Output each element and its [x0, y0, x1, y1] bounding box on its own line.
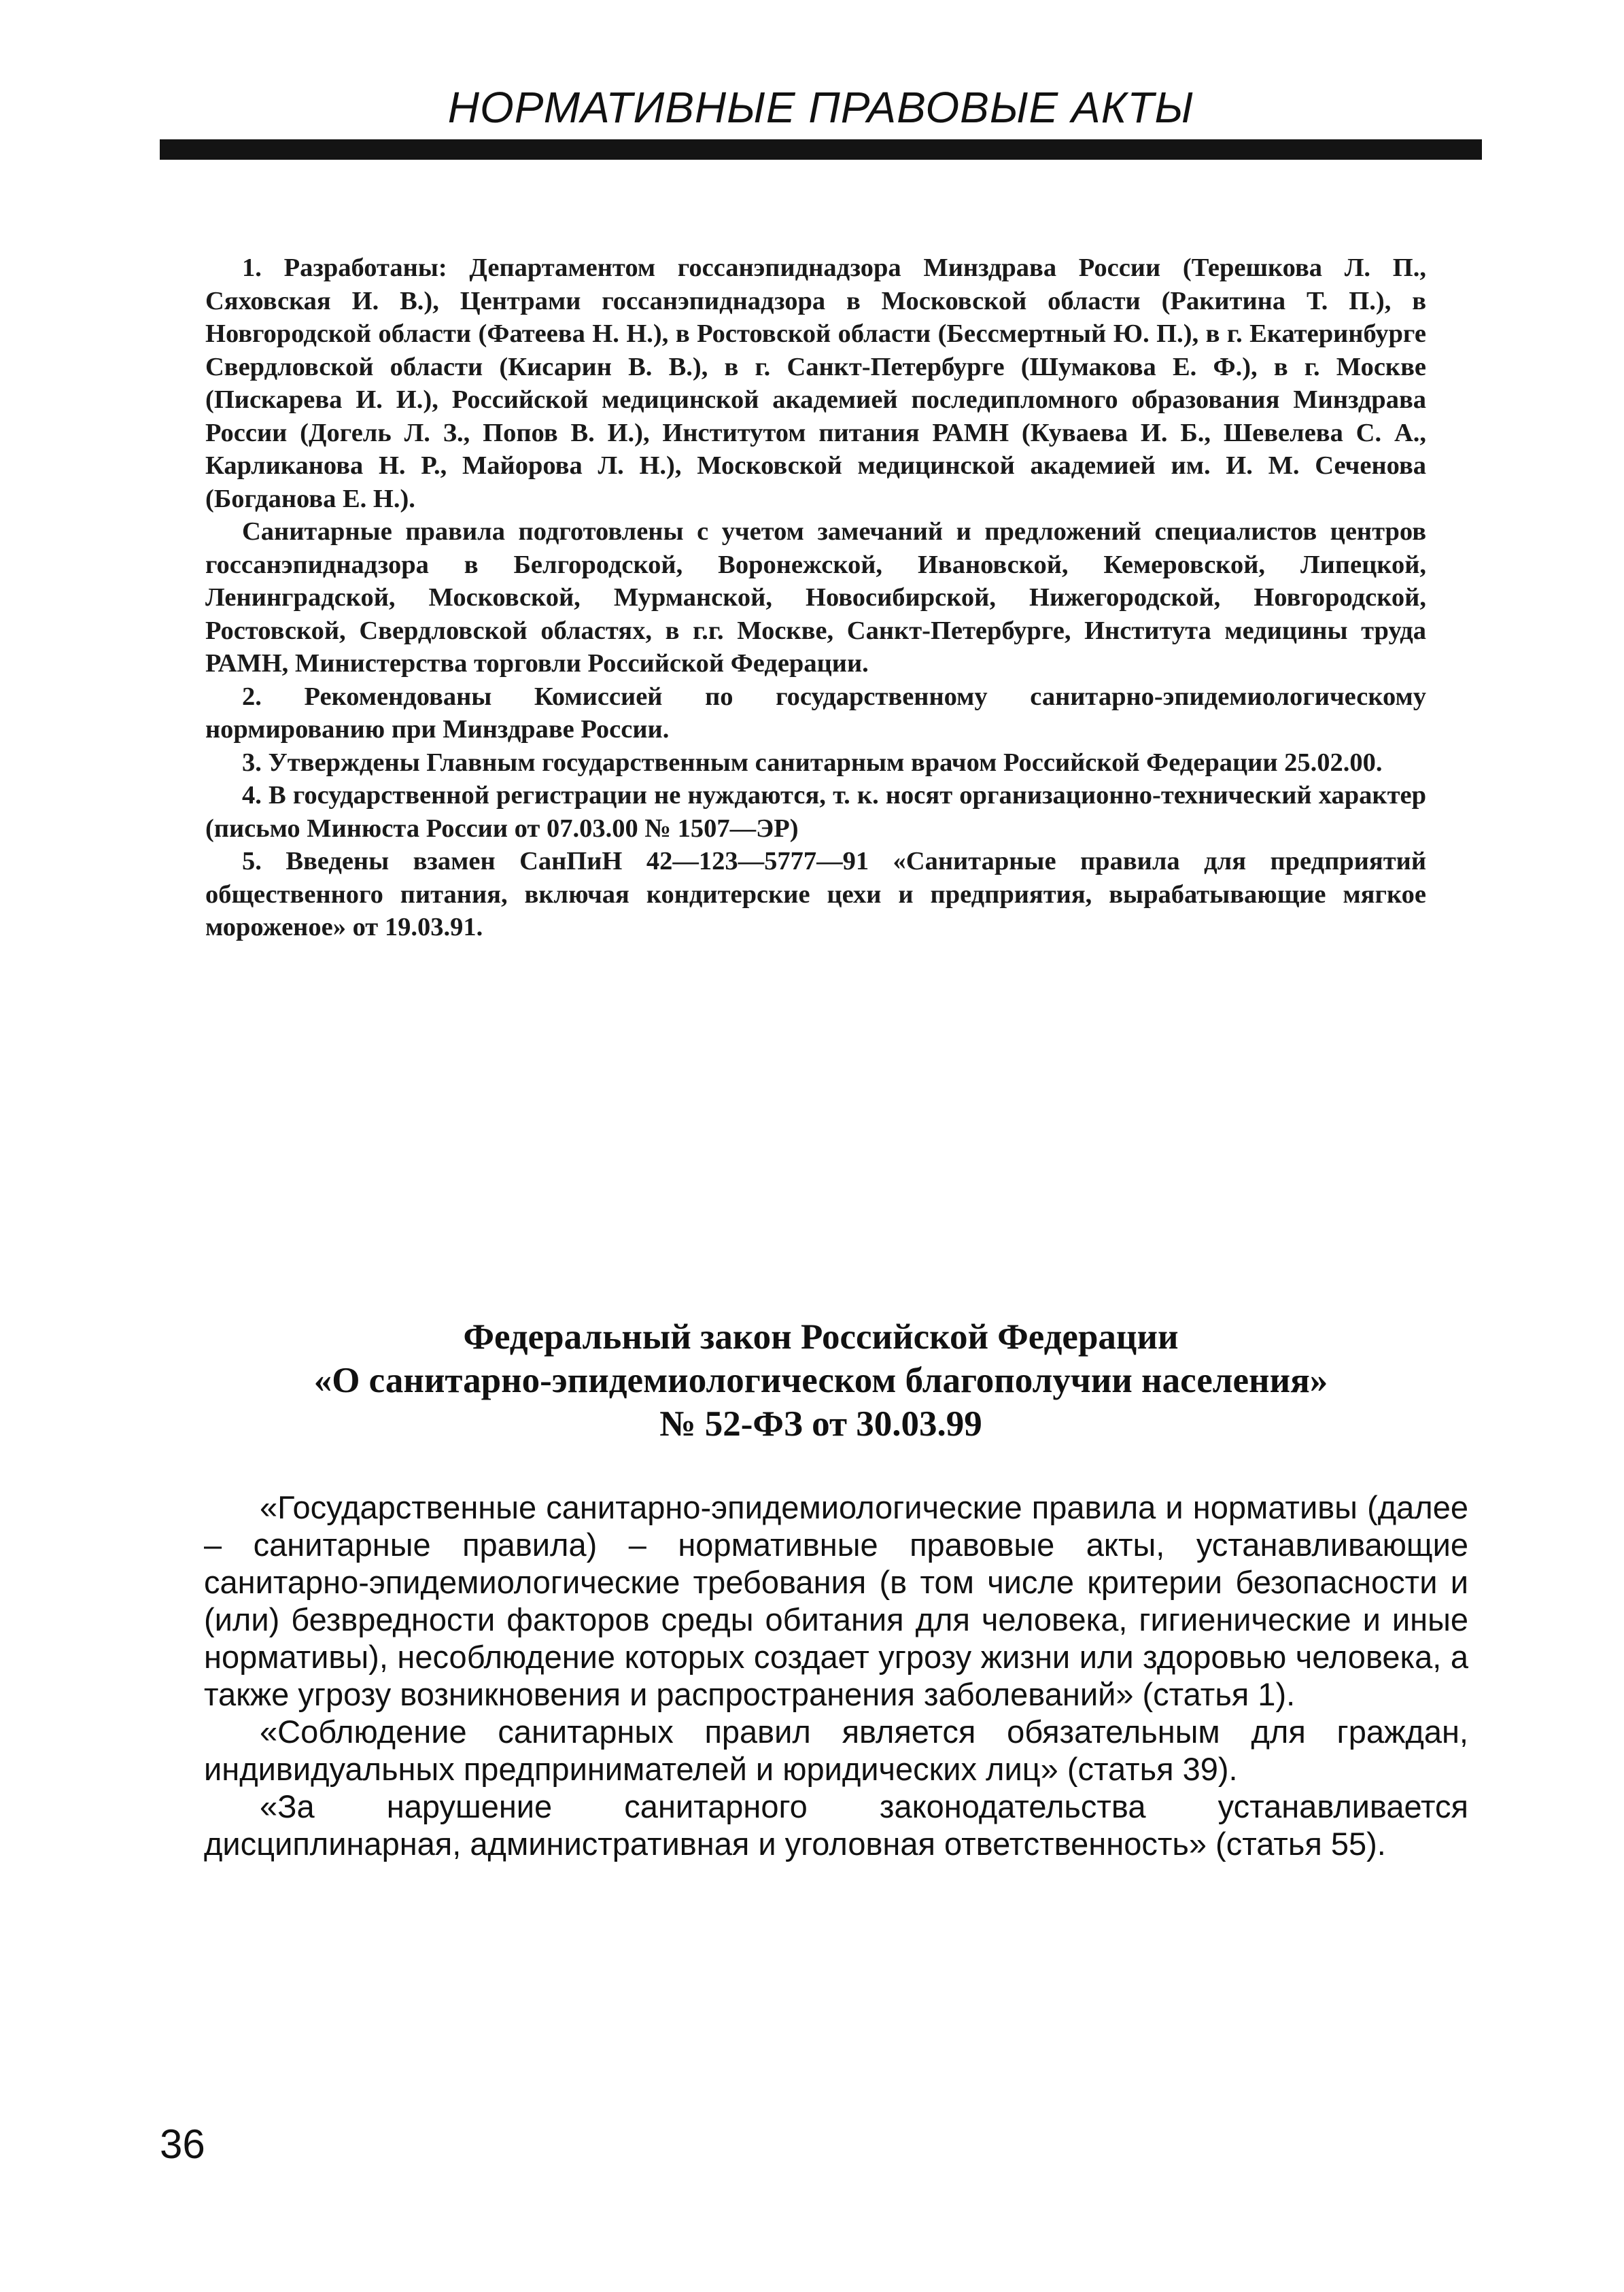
- note-paragraph: 2. Рекомендованы Комиссией по государственному санитарно-эпидемиологическому нормированию при Минздраве России.: [205, 682, 1426, 744]
- quote-paragraph: «Государственные санитарно-эпидемиологические правила и нормативы (далее – санитарные правила) – нормативные правовые акты, устанавливающие санитарно-эпидемиологические требования (в том числе критерии безопасности и (или) безвредности факторов среды обитания для человека, гигиенические и иные нормативы), несоблюдение которых создает угрозу жизни или здоровью человека, а также угрозу возникновения и распространения заболеваний» (статья 1).: [204, 1489, 1468, 1712]
- page-number: 36: [160, 2121, 205, 2167]
- note-paragraph: 3. Утверждены Главным государственным санитарным врачом Российской Федерации 25.02.00.: [242, 748, 1383, 777]
- law-title-line: № 52-ФЗ от 30.03.99: [659, 1404, 982, 1444]
- running-header: НОРМАТИВНЫЕ ПРАВОВЫЕ АКТЫ: [447, 83, 1194, 132]
- note-paragraph: 4. В государственной регистрации не нуждаются, т. к. носят организационно-технический характер (письмо Минюста России от 07.03.00 № 1507—ЭР): [205, 781, 1426, 843]
- notes-section: [205, 251, 1426, 944]
- note-paragraph: 5. Введены взамен СанПиН 42—123—5777—91 «Санитарные правила для предприятий общественного питания, включая кондитерские цехи и предприятия, вырабатывающие мягкое мороженое» от 19.03.91.: [205, 847, 1426, 941]
- law-title-line: Федеральный закон Российской Федерации: [463, 1317, 1179, 1357]
- note-paragraph: 1. Разработаны: Департаментом госсанэпиднадзора Минздрава России (Терешкова Л. П., Сяховская И. В.), Центрами госсанэпиднадзора в Московской области (Ракитина Т. П.), в Новгородской области (Фатеева Н. Н.), в Ростовской области (Бессмертный Ю. П.), в г. Екатеринбурге Свердловской области (Кисарин В. В.), в г. Санкт-Петербурге (Шумакова Е. Ф.), в г. Москве (Пискарева И. И.), Российской медицинской академией последипломного образования Минздрава России (Догель Л. З., Попов В. И.), Институтом питания РАМН (Куваева И. Б., Шевелева С. А., Карликанова Н. Р., Майорова Л. Н.), Московской медицинской академией им. И. М. Сеченова (Богданова Е. Н.).: [205, 254, 1426, 513]
- law-quotes: [204, 1489, 1468, 1862]
- quote-paragraph: «За нарушение санитарного законодательства устанавливается дисциплинарная, административная и уголовная ответственность» (статья 55).: [204, 1788, 1468, 1862]
- quote-paragraph: «Соблюдение санитарных правил является обязательным для граждан, индивидуальных предпринимателей и юридических лиц» (статья 39).: [204, 1714, 1468, 1787]
- header-rule: [160, 139, 1482, 160]
- note-paragraph: Санитарные правила подготовлены с учетом замечаний и предложений специалистов центров госсанэпиднадзора в Белгородской, Воронежской, Ивановской, Кемеровской, Липецкой, Ленинградской, Московской, Мурманской, Новосибирской, Нижегородской, Новгородской, Ростовской, Свердловской областях, в г.г. Москве, Санкт-Петербурге, Института медицины труда РАМН, Министерства торговли Российской Федерации.: [205, 517, 1426, 678]
- law-title: [160, 1315, 1482, 1446]
- law-title-line: «О санитарно-эпидемиологическом благополучии населения»: [313, 1361, 1328, 1400]
